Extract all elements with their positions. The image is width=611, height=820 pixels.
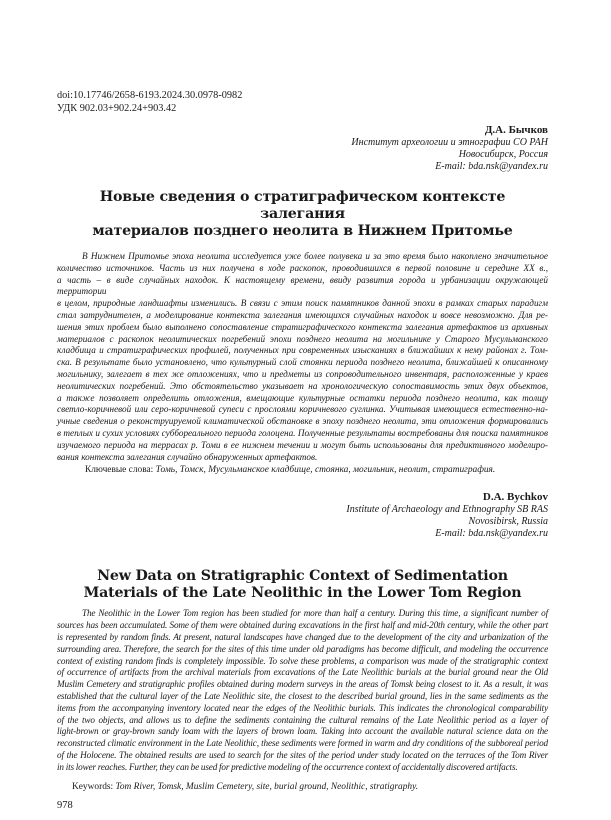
abstract-line: surrounding area. Therefore, the search for the sites of this time under old paradigms has become difficult, and modeling the occurrence [57, 643, 548, 654]
abstract-line: кладбища и стратиграфических профилей, полученных при современных изысканиях в ближайших к нему районах г. Том- [57, 345, 548, 356]
city-ru: Новосибирск, Россия [458, 149, 548, 160]
city-en: Novosibirsk, Russia [468, 516, 548, 528]
abstract-en [57, 608, 548, 773]
abstract-line: В Нижнем Притомье эпоха неолита исследуется уже более полувека и за это время было накоплено значительное [82, 251, 548, 261]
abstract-line: учные сведения о реконструируемой климатической обстановке в эпоху позднего неолита, эти отложения формировались [57, 416, 548, 427]
keywords-list-en: Tom River, Tomsk, Muslim Cemetery, site, burial ground, Neolithic, stratigraphy. [115, 781, 419, 792]
article-page [57, 89, 548, 812]
doi: doi:10.17746/2658-6193.2024.30.0978-0982 [57, 90, 243, 101]
abstract-line: Muslim Cemetery and stratigraphic profiles obtained during modern surveys in the areas of Tomsk being closest to it. As a result, it was [57, 679, 548, 690]
abstract-line: in its lower reaches. Further, they can be used for predictive modeling of the occurrence context of accidentally discovered artifacts. [57, 761, 518, 772]
title-en [57, 568, 548, 602]
keywords-label-ru: Ключевые слова: [85, 465, 154, 476]
abstract-line: ска. В результате было установлено, что культурный слой стоянки периода позднего неолита, ближайшей к описанному [57, 357, 548, 368]
page-number: 978 [57, 799, 73, 811]
author-ru: Д.А. Бычков [484, 124, 548, 136]
abstract-line: of occurrence of artifacts from the archival materials from excavations of the Late Neolithic burials at the burial ground near the Old [57, 667, 548, 678]
abstract-line: а часть – в виде случайных находок. К настоящему времени, ввиду развития города и урбанизации окружающей территории [57, 274, 548, 297]
abstract-line: светло-коричневой или серо-коричневой супеси с прослоями коричневого суглинка. Учитывая имеющиеся естественно-на- [57, 404, 548, 415]
abstract-line: количество источников. Часть из них получена в ходе раскопок, проводившихся в первой половине и середине XX в., [57, 262, 548, 273]
affiliation-en [57, 504, 548, 540]
keywords-list-ru: Томь, Томск, Мусульманское кладбище, стоянка, могильник, неолит, стратиграфия. [155, 465, 496, 476]
abstract-line: стал затруднителен, а моделирование контекста залегания имеющихся случайных находок и вовсе невозможно. Для ре- [57, 309, 548, 320]
title-ru [57, 189, 548, 240]
abstract-line: могильнику, залегает в тех же отложениях, что и предметы из сопроводительного инвентаря, расположенные у краев [57, 368, 548, 379]
title-ru-line: Новые сведения о стратиграфическом контексте залегания [99, 189, 506, 222]
title-ru-line: материалов позднего неолита в Нижнем Притомье [92, 223, 513, 239]
abstract-line: вания контекста залегания случайно обнаруженных артефактов. [57, 451, 318, 462]
udk-code: УДК 902.03+902.24+903.42 [57, 103, 177, 114]
abstract-line: established that the cultural layer of the Late Neolithic site, the closest to the described burial ground, lies in the same sediments as the [57, 690, 548, 701]
abstract-line: sources has been accumulated. Some of them were obtained during excavations in the first half and mid-20th century, while the other part [57, 620, 548, 631]
title-en-line: New Data on Stratigraphic Context of Sedimentation [97, 568, 508, 585]
abstract-line: items from the accompanying inventory located near the edges of the Neolithic burials. This indicates the chronological comparability [57, 702, 548, 713]
institute-en: Institute of Archaeology and Ethnography SB RAS [346, 504, 548, 516]
abstract-ru [57, 251, 548, 463]
abstract-line: of the Holocene. The obtained results are used to search for the sites of the period under study located on the terraces of the Tom River [57, 749, 548, 760]
keywords-label-en: Keywords: [72, 781, 114, 792]
abstract-line: reconstructed climatic environment in the Late Neolithic, these sediments were formed in warm and dry conditions of the subboreal period [57, 738, 548, 749]
abstract-line: материалов с раскопок неолитических погребений эпохи позднего неолита на могильнике у Старого Мусульманского [57, 333, 548, 344]
institute-ru: Институт археологии и этнографии СО РАН [351, 137, 548, 148]
abstract-line: изучаемого периода на террасах р. Томи в ее нижнем течении и могут быть использованы для предиктивного моделиро- [57, 439, 548, 450]
abstract-line: context of existing random finds is completely impossible. To solve these problems, a comparison was made of the stratigraphic context [57, 655, 548, 666]
keywords-en [57, 781, 548, 793]
author-en: D.A. Bychkov [482, 491, 548, 504]
abstract-line: of the two objects, and allows us to define the sediments containing the cultural remains of the Late Neolithic period as a layer of [57, 714, 548, 725]
abstract-line: The Neolithic in the Lower Tom region has been studied for more than half a century. During this time, a significant number of [82, 608, 548, 619]
keywords-ru [57, 464, 548, 476]
email-ru[interactable]: E-mail: bda.nsk@yandex.ru [435, 161, 548, 172]
abstract-line: шения этих проблем было выполнено сопоставление стратиграфического контекста залегания артефактов из архивных [57, 321, 548, 332]
title-en-line: Materials of the Late Neolithic in the Lower Tom Region [83, 585, 522, 602]
abstract-line: is represented by random finds. At present, natural landscapes have changed due to the development of the city and urbanization of the [57, 631, 548, 642]
affiliation-ru [57, 137, 548, 173]
abstract-line: light-brown or gray-brown sandy loam with the layers of brown loam. Taking into account the available natural science data on the [57, 726, 548, 737]
abstract-line: а также позволяет определить отложения, вмещающие культурные остатки периода позднего неолита, как толщу [57, 392, 548, 403]
abstract-line: в целом, природные ландшафты изменились. В связи с этим поиск памятников данной эпохи в рамках старых парадигм [57, 298, 548, 309]
email-en[interactable]: E-mail: bda.nsk@yandex.ru [435, 528, 548, 540]
abstract-line: неолитических погребений. Это обстоятельство указывает на хронологическую сопоставимость этих двух объектов, [57, 380, 548, 391]
abstract-line: в теплых и сухих условиях суббореального периода голоцена. Полученные результаты востребованы для поиска памятников [57, 427, 548, 438]
